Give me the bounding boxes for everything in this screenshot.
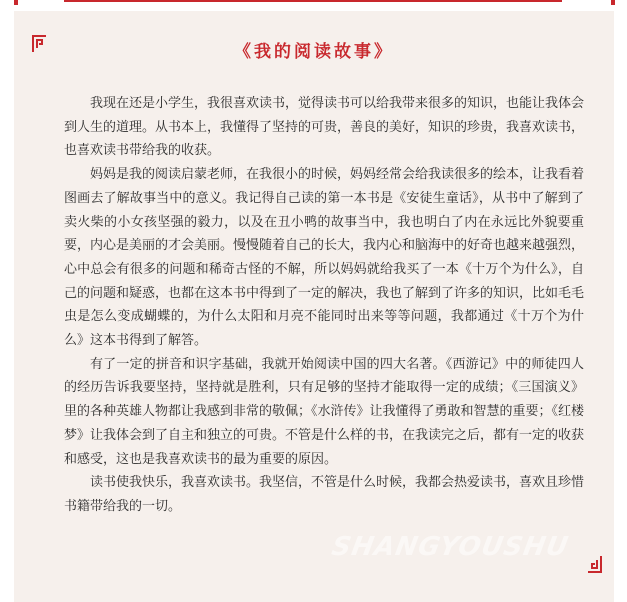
paragraph: 有了一定的拼音和识字基础，我就开始阅读中国的四大名著。《西游记》中的师徒四人的经历告诉我要坚持，坚持就是胜利，只有足够的坚持才能取得一定的成绩；《三国演义》里的各种英雄人物都让我感到非常的敬佩；《水浒传》让我懂得了勇敢和智慧的重要；《红楼梦》让我体会到了自主和独立的可贵。不管是什么样的书，在我读完之后，都有一定的收获和感受，这也是我喜欢读书的最为重要的原因。 [64,356,585,467]
top-decoration [0,0,627,10]
top-accent-bar [64,0,562,2]
article-body [64,92,584,519]
page-title: 《我的阅读故事》 [234,42,394,62]
article-card [14,11,614,602]
paragraph: 妈妈是我的阅读启蒙老师，在我很小的时候，妈妈经常会给我读很多的绘本，让我看着图画去了解故事当中的意义。我记得自己读的第一本书是《安徒生童话》，从书中了解到了卖火柴的小女孩坚强的毅力，以及在丑小鸭的故事当中，我也明白了内在永远比外貌要重要，内心是美丽的才会美丽。慢慢随着自己的长大，我内心和脑海中的好奇也越来越强烈，心中总会有很多的问题和稀奇古怪的不解，所以妈妈就给我买了一本《十万个为什么》，自己的问题和疑惑，也都在这本书中得到了一定的解决，我也了解到了许多的知识，比如毛毛虫是怎么变成蝴蝶的，为什么太阳和月亮不能同时出来等等问题，我都通过《十万个为什么》这本书得到了解答。 [64,167,585,349]
top-right-mark [611,0,615,5]
corner-ornament-icon [586,555,602,573]
top-left-mark [14,0,18,5]
watermark: SHANGYOUSHU [328,532,571,562]
paragraph: 读书使我快乐，我喜欢读书。我坚信，不管是什么时候，我都会热爱读书，喜欢且珍惜书籍带给我的一切。 [64,475,585,514]
paragraph: 我现在还是小学生，我很喜欢读书，觉得读书可以给我带来很多的知识，也能让我体会到人生的道理。从书本上，我懂得了坚持的可贵，善良的美好，知识的珍贵，我喜欢读书，也喜欢读书带给我的收获。 [64,96,585,159]
